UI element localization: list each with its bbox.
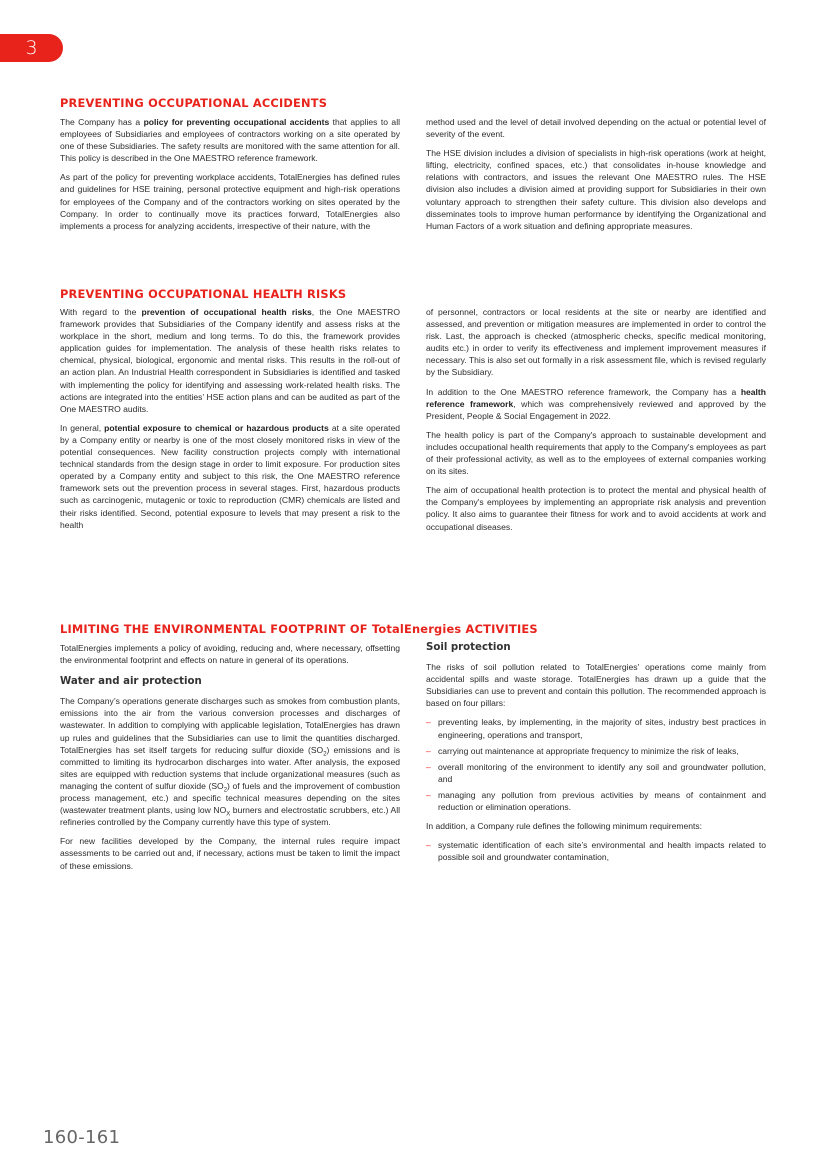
list-item: – managing any pollution from previous activities by means of containment and reduction or elimination operations. — [426, 789, 766, 813]
chapter-number: 3 — [25, 37, 38, 59]
section-title-occupational-accidents: PREVENTING OCCUPATIONAL ACCIDENTS — [60, 96, 328, 110]
section1-left-column — [60, 116, 400, 239]
paragraph: For new facilities developed by the Company, the internal rules require impact assessments to be carried out and, if necessary, actions must be taken to limit the impact of these emissions. — [60, 836, 400, 871]
paragraph: The aim of occupational health protection is to protect the mental and physical health of the Company's employees by implementing an appropriate risk analysis and prevention policy. It also aims to guarantee their fitness for work and to avoid accidents at work and occupational diseases. — [426, 485, 766, 532]
paragraph: The health policy is part of the Company's approach to sustainable development and includes occupational health requirements that apply to the Company's employees as part of their professional activity, as well as to the employees of external companies working on its sites. — [426, 429, 766, 477]
subheading-water-air: Water and air protection — [60, 676, 202, 688]
list-item: – systematic identification of each site’s environmental and health impacts related to possible soil and groundwater contamination, — [426, 839, 766, 863]
subheading-soil: Soil protection — [426, 642, 511, 653]
chapter-tab — [0, 34, 63, 62]
page-number: 160-161 — [43, 1127, 121, 1148]
section3-right-column — [426, 642, 766, 870]
paragraph: In addition, a Company rule defines the following minimum requirements: — [426, 821, 703, 832]
paragraph: In addition to the One MAESTRO reference framework, the Company has a health reference framework, which was comprehensively reviewed and approved by the President, People & Social Engagement in 2022. — [426, 386, 766, 421]
list-item: – preventing leaks, by implementing, in the majority of sites, industry best practices in engineering, operations and transport, — [426, 716, 766, 740]
paragraph: The Company has a policy for preventing occupational accidents that applies to all employees of Subsidiaries and employees of contractors working on a site operated by one of these Subsidiaries. The safety results are monitored with the same attention for all. This policy is described in the One MAESTRO reference framework. — [60, 117, 400, 164]
paragraph: The risks of soil pollution related to TotalEnergies’ operations come mainly from accidental spills and waste storage. TotalEnergies has drawn up a guide that the Subsidiaries can use to prevent and contain this pollution. The recommended approach is based on four pillars: — [426, 662, 766, 709]
soil-pillars-list — [426, 716, 766, 813]
section2-left-column — [60, 306, 400, 538]
section-title-occupational-health-risks: PREVENTING OCCUPATIONAL HEALTH RISKS — [60, 287, 347, 301]
paragraph: The HSE division includes a division of specialists in high-risk operations (work at height, lifting, electricity, confined spaces, etc.) that consolidates in-house knowledge and relations with contractors, and issues the relevant One MAESTRO rules. The HSE division also includes a division aimed at providing support for Subsidiaries in their own voluntary approach to strengthen their safety culture. This division also develops and disseminates tools to improve human performance by identifying the Organizational and Human Factors of a work situation and defining appropriate measures. — [426, 148, 766, 231]
list-item: – carrying out maintenance at appropriate frequency to minimize the risk of leaks, — [426, 745, 766, 757]
paragraph: In general, potential exposure to chemical or hazardous products at a site operated by a Company entity or nearby is one of the most closely monitored risks in view of the potential consequences. New facility construction projects comply with international technical standards from the design stage in order to limit exposure. For production sites operated by a Company entity and subject to this risk, the One MAESTRO reference framework sets out the prevention process in several stages. First, hazardous products such as carcinogenic, mutagenic or toxic to reproduction (CMR) chemicals are listed and their risks identified. Second, potential exposure to levels that may present a risk to the health — [60, 422, 400, 530]
paragraph: method used and the level of detail involved depending on the actual or potential level of severity of the event. — [426, 117, 766, 140]
paragraph: With regard to the prevention of occupational health risks, the One MAESTRO framework provides that Subsidiaries of the Company identify and assess risks at the workplace in the short, medium and long terms. To do this, the framework provides application guides for implementation. The analysis of these health risks relates to chemical, physical, biological, ergonomic and mental risks. This results in the roll-out of an action plan. An Industrial Health correspondent in Subsidiaries is identified and tasked with implementing the policy for identifying and assessing work-related health risks. The actions are integrated into the entities’ HSE action plans and can be audited as part of the One MAESTRO audits. — [60, 307, 400, 414]
paragraph: The Company’s operations generate discharges such as smokes from combustion plants, emissions into the air from the various conversion processes and discharges of wastewater. In addition to complying with applicable legislation, TotalEnergies has drawn up rules and guidelines that the Subsidiaries can use to limit the quantities discharged. TotalEnergies has set itself targets for reducing sulfur dioxide $(SO_2)$ emissions and is committed to limiting its hydrocarbon discharges into water. After analysis, the exposed sites are equipped with reduction systems that include organizational measures (such as managing the content of sulfur dioxide $(SO_2)$ of fuels and the improvement of combustion process management, etc.) and specific technical measures depending on the sites (wastewater treatment plants, using low $NO_X$ burners and electrostatic scrubbers, etc.) All refineries controlled by the Company currently have this type of system. — [60, 696, 401, 828]
section2-right-column — [426, 306, 766, 540]
paragraph: TotalEnergies implements a policy of avoiding, reducing and, where necessary, offsetting the environmental footprint and effects on nature in general of its operations. — [60, 643, 400, 666]
list-item: – overall monitoring of the environment to identify any soil and groundwater pollution, and — [426, 761, 766, 785]
section-title-environmental-footprint: LIMITING THE ENVIRONMENTAL FOOTPRINT OF TotalEnergies ACTIVITIES — [60, 622, 538, 636]
section1-right-column — [426, 116, 766, 239]
soil-requirements-list — [426, 839, 766, 863]
paragraph: As part of the policy for preventing workplace accidents, TotalEnergies has defined rules and guidelines for HSE training, personal protective equipment and high-risk operations for employees of the Company and of the contractors working on sites operated by the Company. In order to continually move its practices forward, TotalEnergies also implements a process for analyzing accidents, irrespective of their nature, with the — [60, 172, 400, 231]
paragraph: of personnel, contractors or local residents at the site or nearby are identified and assessed, and prevention or mitigation measures are implemented in order to control the risk. Last, the approach is checked (atmospheric checks, specific medical monitoring, audits etc.) in order to verify its effectiveness and implement improvement measures if necessary. This is also set out formally in a risk assessment file, which is revised regularly by the Subsidiary. — [426, 307, 766, 378]
section3-left-column — [60, 642, 400, 879]
